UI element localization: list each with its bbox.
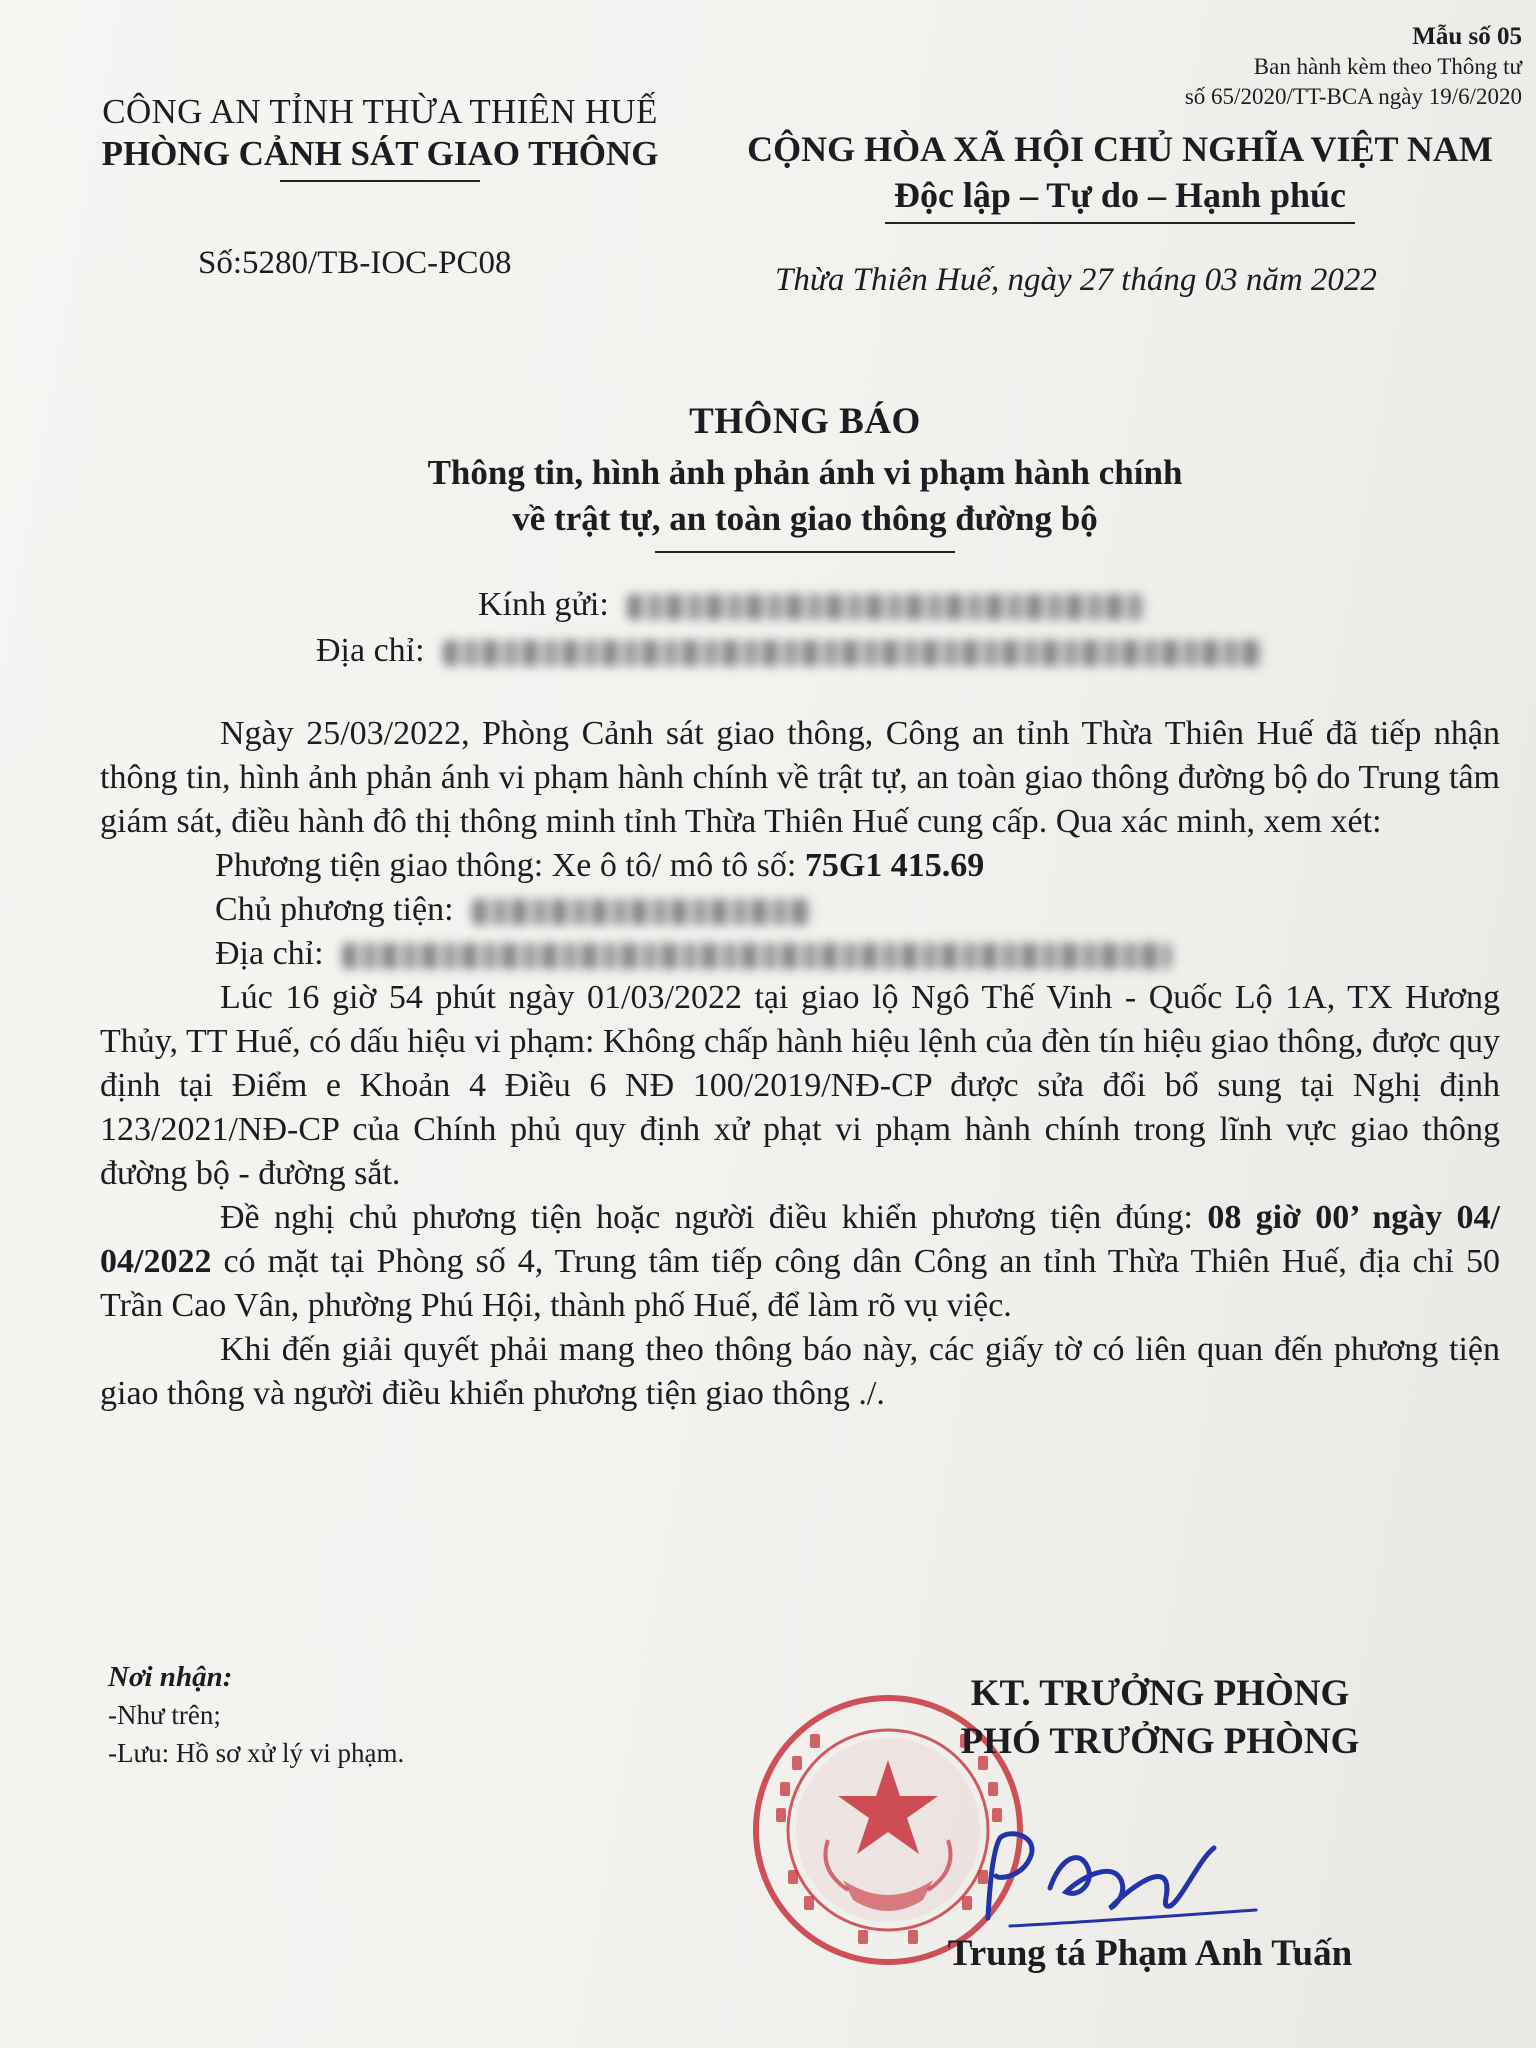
body-text bbox=[100, 712, 1500, 1416]
handwritten-signature bbox=[970, 1818, 1270, 1938]
license-plate: 75G1 415.69 bbox=[804, 847, 985, 884]
paragraph-summons bbox=[100, 1196, 1500, 1328]
title-main: THÔNG BÁO bbox=[689, 401, 921, 442]
owner-line bbox=[100, 888, 1500, 932]
recipient-label: Kính gửi: bbox=[478, 586, 609, 623]
paragraph-requirements: Khi đến giải quyết phải mang theo thông báo này, các giấy tờ có liên quan đến phương tiện giao thông và người điều khiển phương tiện giao thông ./. bbox=[100, 1331, 1500, 1412]
paragraph-intro: Ngày 25/03/2022, Phòng Cảnh sát giao thông, Công an tỉnh Thừa Thiên Huế đã tiếp nhận thông tin, hình ảnh phản ánh vi phạm hành chính về trật tự, an toàn giao thông đường bộ do Trung tâm giám sát, điều hành đô thị thông minh tỉnh Thừa Thiên Huế cung cấp. Qua xác minh, xem xét: bbox=[100, 715, 1500, 840]
owner-address-label: Địa chỉ: bbox=[215, 935, 324, 972]
summons-text-pre: Đề nghị chủ phương tiện hoặc người điều khiển phương tiện đúng: bbox=[220, 1199, 1193, 1236]
title-underline bbox=[655, 551, 955, 553]
document-title bbox=[250, 400, 1360, 553]
sign-title-2: PHÓ TRƯỞNG PHÒNG bbox=[960, 1721, 1360, 1762]
recipients-heading: Nơi nhận: bbox=[108, 1661, 233, 1693]
redacted-address bbox=[443, 640, 1263, 666]
title-line-2: về trật tự, an toàn giao thông đường bộ bbox=[512, 499, 1098, 538]
owner-address-line bbox=[100, 932, 1500, 976]
redacted-owner-address bbox=[342, 943, 1172, 969]
vehicle-line bbox=[100, 844, 1500, 888]
form-note bbox=[1185, 22, 1522, 112]
paragraph-violation: Lúc 16 giờ 54 phút ngày 01/03/2022 tại giao lộ Ngô Thế Vinh - Quốc Lộ 1A, TX Hương Thủy, TT Huế, có dấu hiệu vi phạm: Không chấp hành hiệu lệnh của đèn tín hiệu giao thông, được quy định tại Điểm e Khoản 4 Điều 6 NĐ 100/2019/NĐ-CP được sửa đổi bổ sung tại Nghị định 123/2021/NĐ-CP của Chính phủ quy định xử phạt vi phạm hành chính trong lĩnh vực giao thông đường bộ - đường sắt. bbox=[100, 979, 1500, 1192]
address-label: Địa chỉ: bbox=[316, 632, 425, 669]
document-number: Số:5280/TB-IOC-PC08 bbox=[198, 245, 512, 281]
recipients-list bbox=[108, 1658, 404, 1772]
form-issued-with: Ban hành kèm theo Thông tư bbox=[1253, 54, 1522, 79]
title-line-1: Thông tin, hình ảnh phản ánh vi phạm hành chính bbox=[427, 453, 1183, 492]
sign-title-1: KT. TRƯỞNG PHÒNG bbox=[970, 1673, 1350, 1714]
agency-unit: PHÒNG CẢNH SÁT GIAO THÔNG bbox=[101, 134, 659, 173]
redacted-recipient bbox=[627, 594, 1147, 620]
owner-label: Chủ phương tiện: bbox=[215, 891, 454, 928]
form-number: Mẫu số 05 bbox=[1412, 23, 1522, 50]
nation-motto: Độc lập – Tự do – Hạnh phúc bbox=[893, 175, 1347, 215]
motto-underline bbox=[885, 222, 1355, 224]
issuing-agency bbox=[70, 92, 690, 182]
agency-underline bbox=[280, 180, 480, 182]
recipient-item: -Lưu: Hồ sơ xử lý vi phạm. bbox=[108, 1738, 405, 1768]
redacted-owner bbox=[472, 899, 812, 925]
summons-time: 08 giờ 00’ ngày 04/ 04/2022 bbox=[100, 1199, 1500, 1280]
recipient-line bbox=[478, 586, 1147, 624]
recipient-address-line bbox=[316, 632, 1263, 670]
nation-name: CỘNG HÒA XÃ HỘI CHỦ NGHĨA VIỆT NAM bbox=[747, 129, 1493, 169]
signer-name: Trung tá Phạm Anh Tuấn bbox=[947, 1933, 1353, 1974]
signature-block bbox=[840, 1670, 1480, 1766]
form-circular: số 65/2020/TT-BCA ngày 19/6/2020 bbox=[1184, 84, 1522, 109]
national-heading bbox=[720, 128, 1520, 224]
vehicle-label: Phương tiện giao thông: Xe ô tô/ mô tô số: bbox=[215, 847, 797, 884]
agency-parent: CÔNG AN TỈNH THỪA THIÊN HUẾ bbox=[102, 92, 658, 131]
recipient-item: -Như trên; bbox=[108, 1700, 221, 1730]
dateline: Thừa Thiên Huế, ngày 27 tháng 03 năm 2022 bbox=[775, 262, 1377, 298]
summons-text-post: có mặt tại Phòng số 4, Trung tâm tiếp công dân Công an tỉnh Thừa Thiên Huế, địa chỉ 50 Trần Cao Vân, phường Phú Hội, thành phố Huế, để làm rõ vụ việc. bbox=[100, 1243, 1501, 1324]
